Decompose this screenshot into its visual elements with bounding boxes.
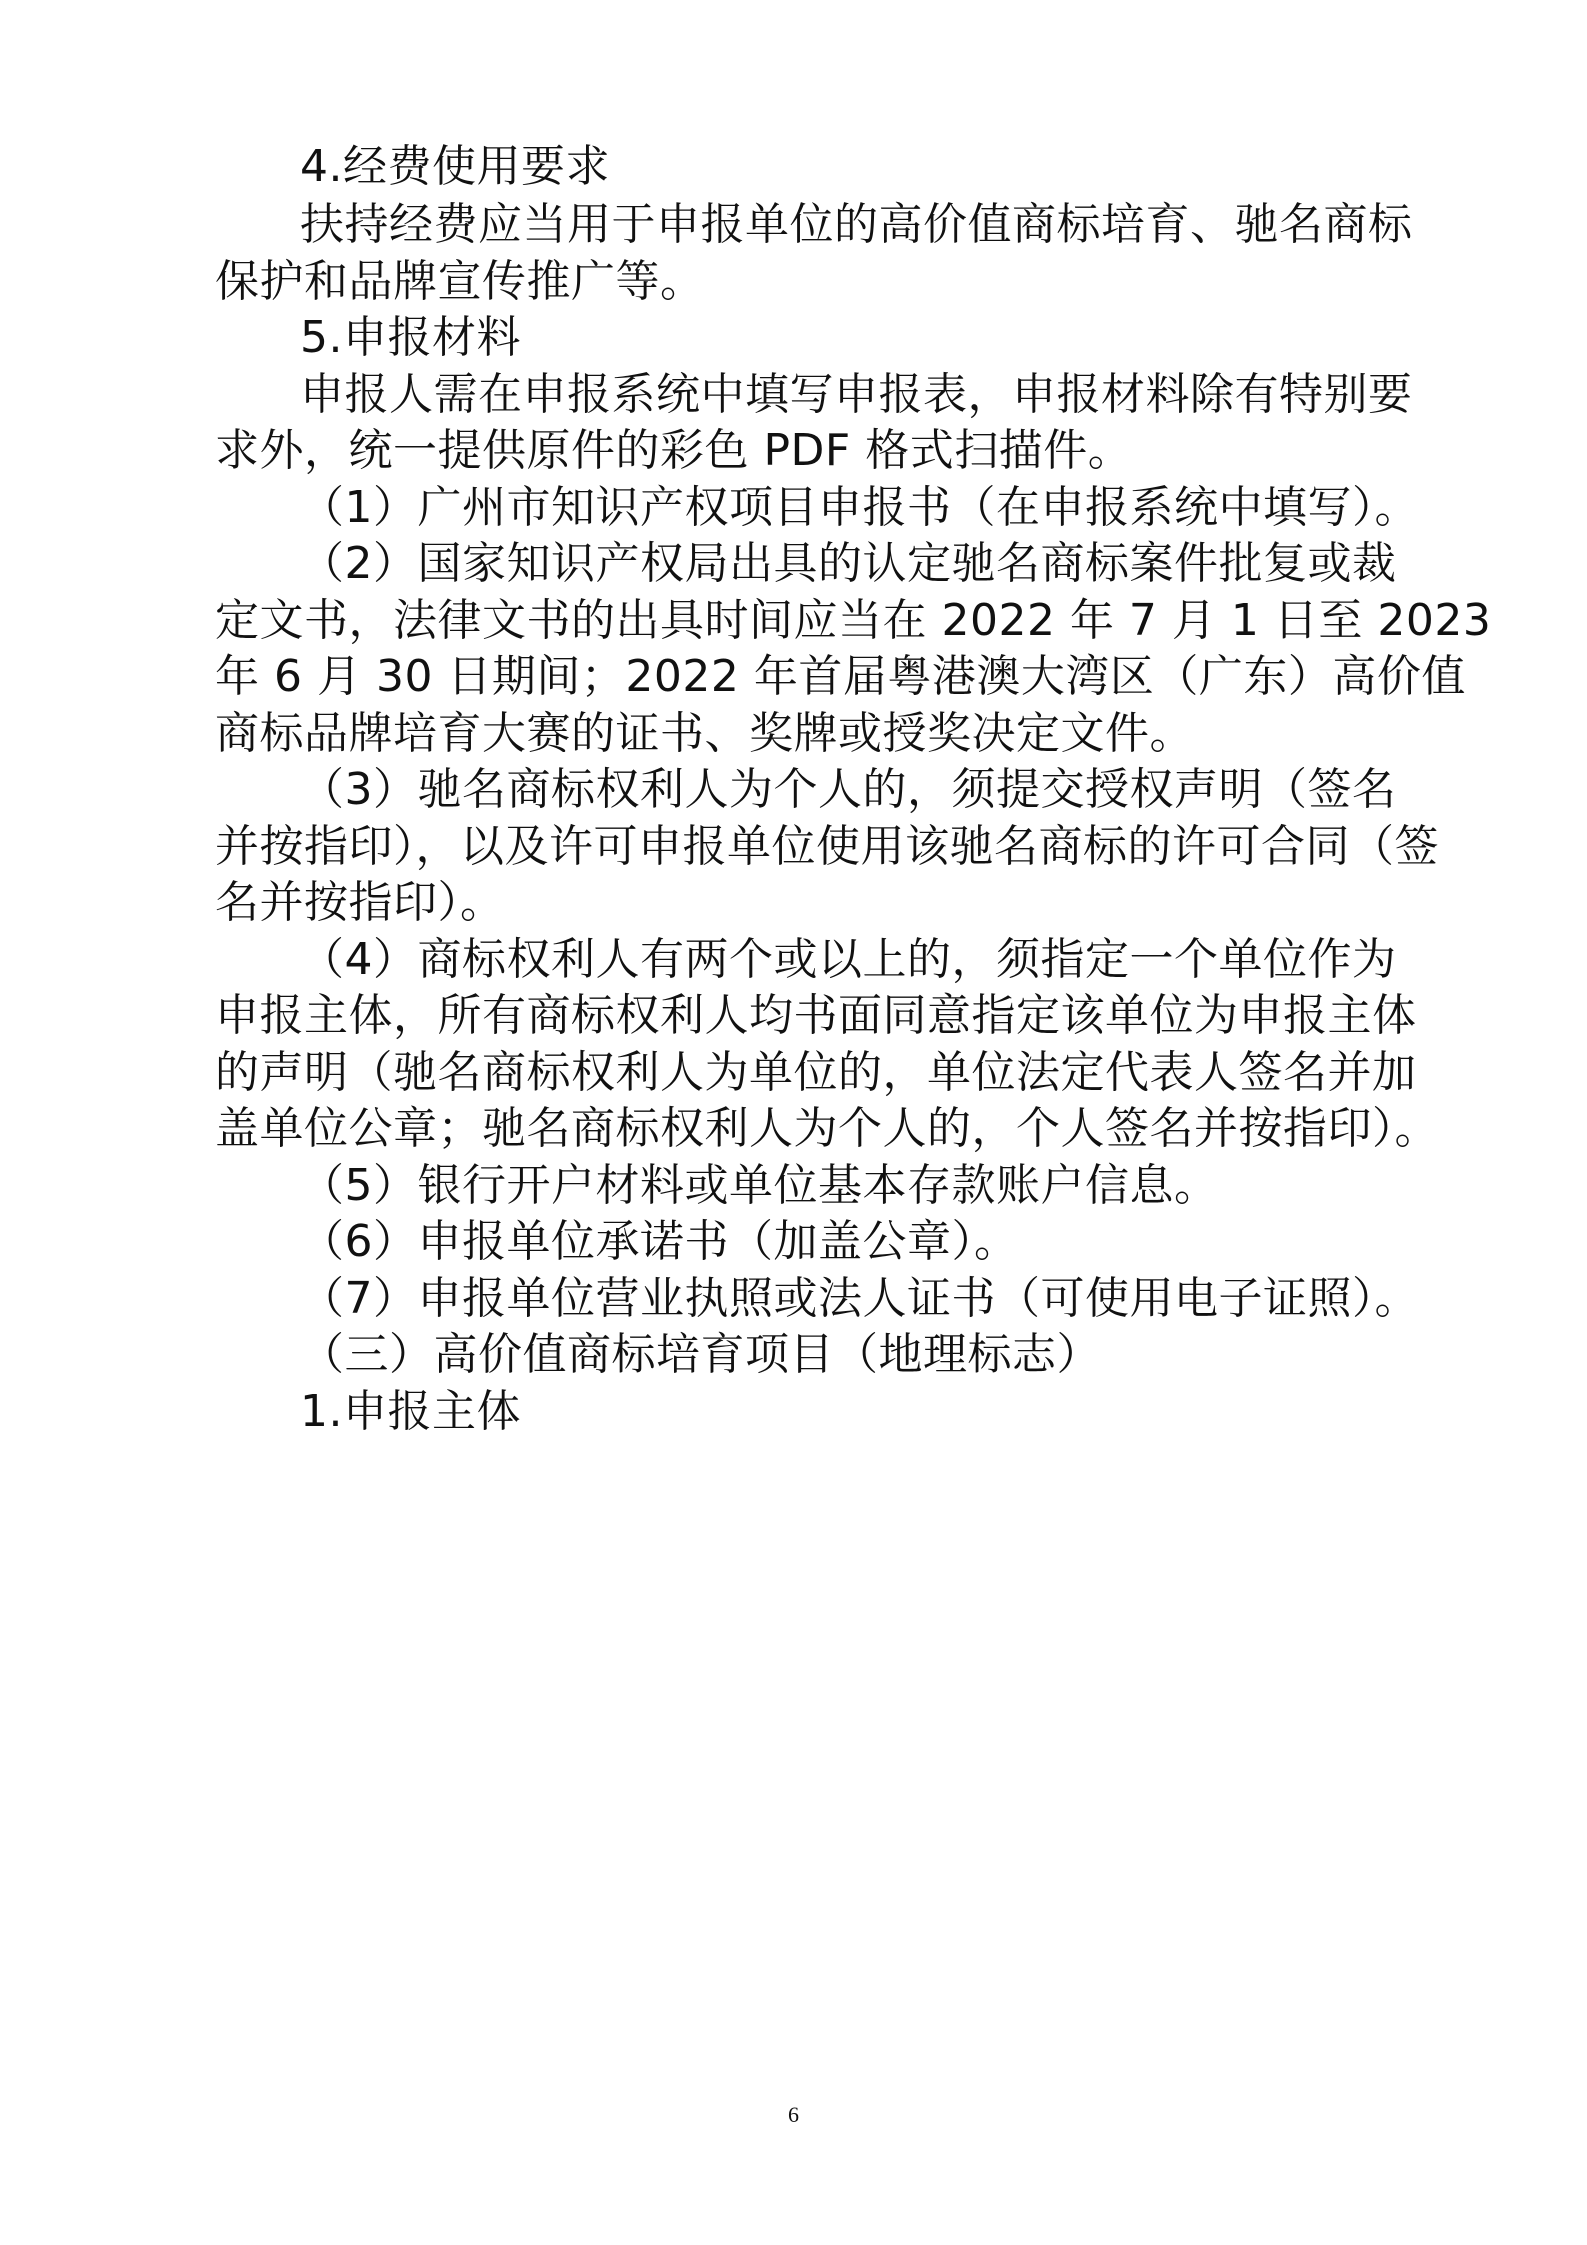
list-item-6: （6）申报单位承诺书（加盖公章）。 — [300, 1216, 1019, 1267]
section-heading-application-materials: 5.申报材料 — [300, 312, 521, 363]
paragraph-line: 保护和品牌宣传推广等。 — [215, 256, 705, 307]
list-item-1: （1）广州市知识产权项目申报书（在申报系统中填写）。 — [300, 482, 1419, 533]
paragraph-line: 求外，统一提供原件的彩色 PDF 格式扫描件。 — [215, 425, 1133, 476]
section-heading-applicant: 1.申报主体 — [300, 1386, 521, 1437]
paragraph-line: 并按指印），以及许可申报单位使用该驰名商标的许可合同（签 — [215, 821, 1439, 872]
paragraph-line: 盖单位公章；驰名商标权利人为个人的，个人签名并按指印）。 — [215, 1103, 1439, 1154]
section-heading-funding-requirements: 4.经费使用要求 — [300, 141, 610, 192]
page-number: 6 — [788, 2102, 799, 2127]
paragraph-line: 扶持经费应当用于申报单位的高价值商标培育、驰名商标 — [300, 199, 1413, 250]
list-item-2: （2）国家知识产权局出具的认定驰名商标案件批复或裁 — [300, 538, 1397, 589]
paragraph-line: 名并按指印）。 — [215, 877, 505, 928]
paragraph-line: 申报人需在申报系统中填写申报表，申报材料除有特别要 — [300, 369, 1413, 420]
section-heading-trademark-cultivation: （三）高价值商标培育项目（地理标志） — [300, 1329, 1101, 1380]
paragraph-line: 定文书，法律文书的出具时间应当在 2022 年 7 月 1 日至 2023 — [215, 595, 1492, 646]
paragraph-line: 的声明（驰名商标权利人为单位的，单位法定代表人签名并加 — [215, 1047, 1417, 1098]
list-item-3: （3）驰名商标权利人为个人的，须提交授权声明（签名 — [300, 764, 1397, 815]
list-item-7: （7）申报单位营业执照或法人证书（可使用电子证照）。 — [300, 1273, 1419, 1324]
paragraph-line: 商标品牌培育大赛的证书、奖牌或授奖决定文件。 — [215, 708, 1194, 759]
paragraph-line: 申报主体，所有商标权利人均书面同意指定该单位为申报主体 — [215, 990, 1417, 1041]
list-item-5: （5）银行开户材料或单位基本存款账户信息。 — [300, 1160, 1219, 1211]
paragraph-line: 年 6 月 30 日期间；2022 年首届粤港澳大湾区（广东）高价值 — [215, 651, 1466, 702]
list-item-4: （4）商标权利人有两个或以上的，须指定一个单位作为 — [300, 934, 1397, 985]
